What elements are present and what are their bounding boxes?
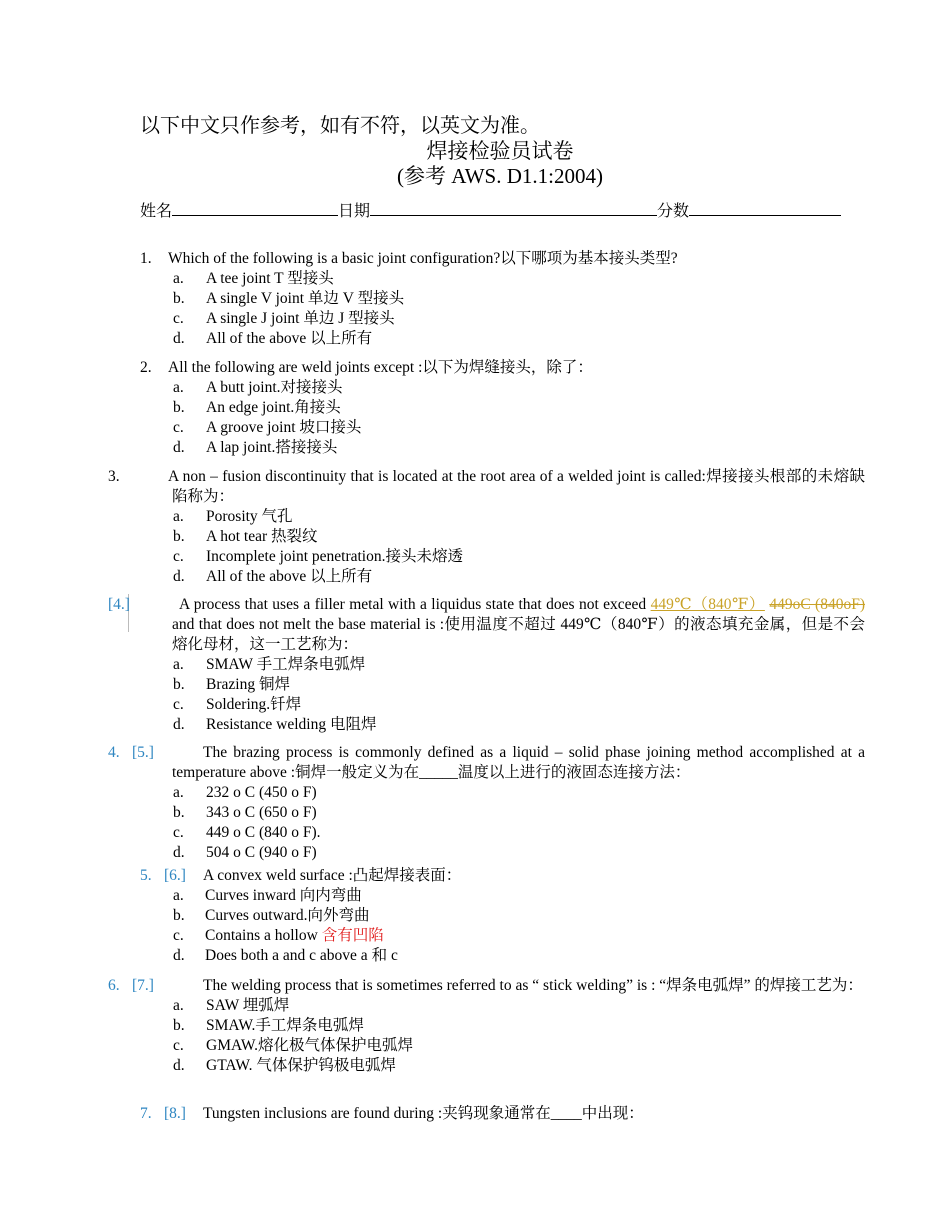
highlighted-translation: 含有凹陷 <box>321 927 384 944</box>
date-field[interactable] <box>370 200 657 216</box>
question-text: A convex weld surface :凸起焊接表面： <box>203 867 462 884</box>
question-text: A non – fusion discontinuity that is located at the root area of a welded joint is called:焊接接头根部的未熔缺陷称为： <box>168 468 865 505</box>
option-d: d. All of the above 以上所有 <box>173 568 373 585</box>
reference-note: 以下中文只作参考，如有不符，以英文为准。 <box>140 115 540 137</box>
question-1 <box>140 249 865 349</box>
revision-number: [8.] <box>164 1105 186 1122</box>
deleted-revision-text: 449oC (840oF) <box>769 596 866 613</box>
option-a: a. SAW 埋弧焊 <box>173 997 290 1014</box>
option-b: b. SMAW.手工焊条电弧焊 <box>173 1017 364 1034</box>
option-b: b. A hot tear 热裂纹 <box>173 528 318 545</box>
question-7 <box>108 976 865 1076</box>
student-info-line <box>140 200 841 223</box>
question-number: 5. <box>140 867 152 884</box>
option-c: c. Soldering.钎焊 <box>173 696 302 713</box>
option-b: b. A single V joint 单边 V 型接头 <box>173 290 405 307</box>
option-d: d. 504 o C (940 o F) <box>173 844 317 861</box>
question-text: Tungsten inclusions are found during :夹钨现象通常在____中出现： <box>203 1105 644 1122</box>
score-label: 分数 <box>657 203 690 220</box>
question-number: 1. <box>140 250 152 267</box>
option-c: c. A groove joint 坡口接头 <box>173 419 362 436</box>
question-2 <box>140 358 865 458</box>
option-c: c. 449 o C (840 o F). <box>173 824 321 841</box>
score-field[interactable] <box>689 200 841 216</box>
question-text: The welding process that is sometimes referred to as “ stick welding” is : “焊条电弧焊” 的焊接工艺为： <box>203 977 863 994</box>
question-text: Which of the following is a basic joint configuration?以下哪项为基本接头类型? <box>168 250 678 267</box>
option-c: c. GMAW.熔化极气体保护电弧焊 <box>173 1037 414 1054</box>
question-8 <box>140 1104 865 1124</box>
question-text: The brazing process is commonly defined as a liquid – solid phase joining method accomplished at a temperature above :铜焊一般定义为在_____温度以上进行的液固态连接方法： <box>172 744 865 781</box>
revision-number: [5.] <box>132 744 154 761</box>
option-a: a. 232 o C (450 o F) <box>173 784 317 801</box>
question-5 <box>108 743 865 863</box>
revision-number: [6.] <box>164 867 186 884</box>
question-number: 3. <box>108 468 120 485</box>
question-text-end: and that does not melt the base material is :使用温度不超过 449℃（840℉）的液态填充金属，但是不会熔化母材，这一工艺称为： <box>172 616 865 653</box>
inserted-revision-text: 449℃（840℉） <box>650 596 765 613</box>
option-b: b. An edge joint.角接头 <box>173 399 341 416</box>
question-text-start: A process that uses a filler metal with a liquidus state that does not exceed <box>179 596 647 613</box>
option-d: d. A lap joint.搭接接头 <box>173 439 338 456</box>
option-c: c. A single J joint 单边 J 型接头 <box>173 310 395 327</box>
question-3 <box>108 467 865 587</box>
option-a: a. Porosity 气孔 <box>173 508 293 525</box>
option-c: c. Incomplete joint penetration.接头未熔透 <box>173 548 463 565</box>
question-6 <box>140 866 865 966</box>
option-b: b. Curves outward.向外弯曲 <box>173 907 370 924</box>
question-text: All the following are weld joints except :以下为焊缝接头，除了： <box>168 359 593 376</box>
question-number: 6. <box>108 977 120 994</box>
name-label: 姓名 <box>140 203 173 220</box>
option-d: d. All of the above 以上所有 <box>173 330 373 347</box>
option-b: b. Brazing 铜焊 <box>173 676 290 693</box>
question-number: 4. <box>108 744 120 761</box>
option-a: a. Curves inward 向内弯曲 <box>173 887 362 904</box>
question-4 <box>108 595 866 735</box>
page-title: 焊接检验员试卷 <box>426 139 574 163</box>
revision-number: [7.] <box>132 977 154 994</box>
question-number: 2. <box>140 359 152 376</box>
question-number: [4.] <box>108 596 130 613</box>
option-a: a. A butt joint.对接接头 <box>173 379 343 396</box>
date-label: 日期 <box>338 203 371 220</box>
question-number: 7. <box>140 1105 152 1122</box>
page-subtitle: (参考 AWS. D1.1:2004) <box>397 164 603 188</box>
option-b: b. 343 o C (650 o F) <box>173 804 317 821</box>
option-d: d. Resistance welding 电阻焊 <box>173 716 377 733</box>
option-d: d. GTAW. 气体保护钨极电弧焊 <box>173 1057 396 1074</box>
name-field[interactable] <box>172 200 338 216</box>
option-a: a. A tee joint T 型接头 <box>173 270 334 287</box>
option-d: d. Does both a and c above a 和 c <box>173 947 398 964</box>
option-c: c. Contains a hollow 含有凹陷 <box>173 927 384 944</box>
option-a: a. SMAW 手工焊条电弧焊 <box>173 656 366 673</box>
